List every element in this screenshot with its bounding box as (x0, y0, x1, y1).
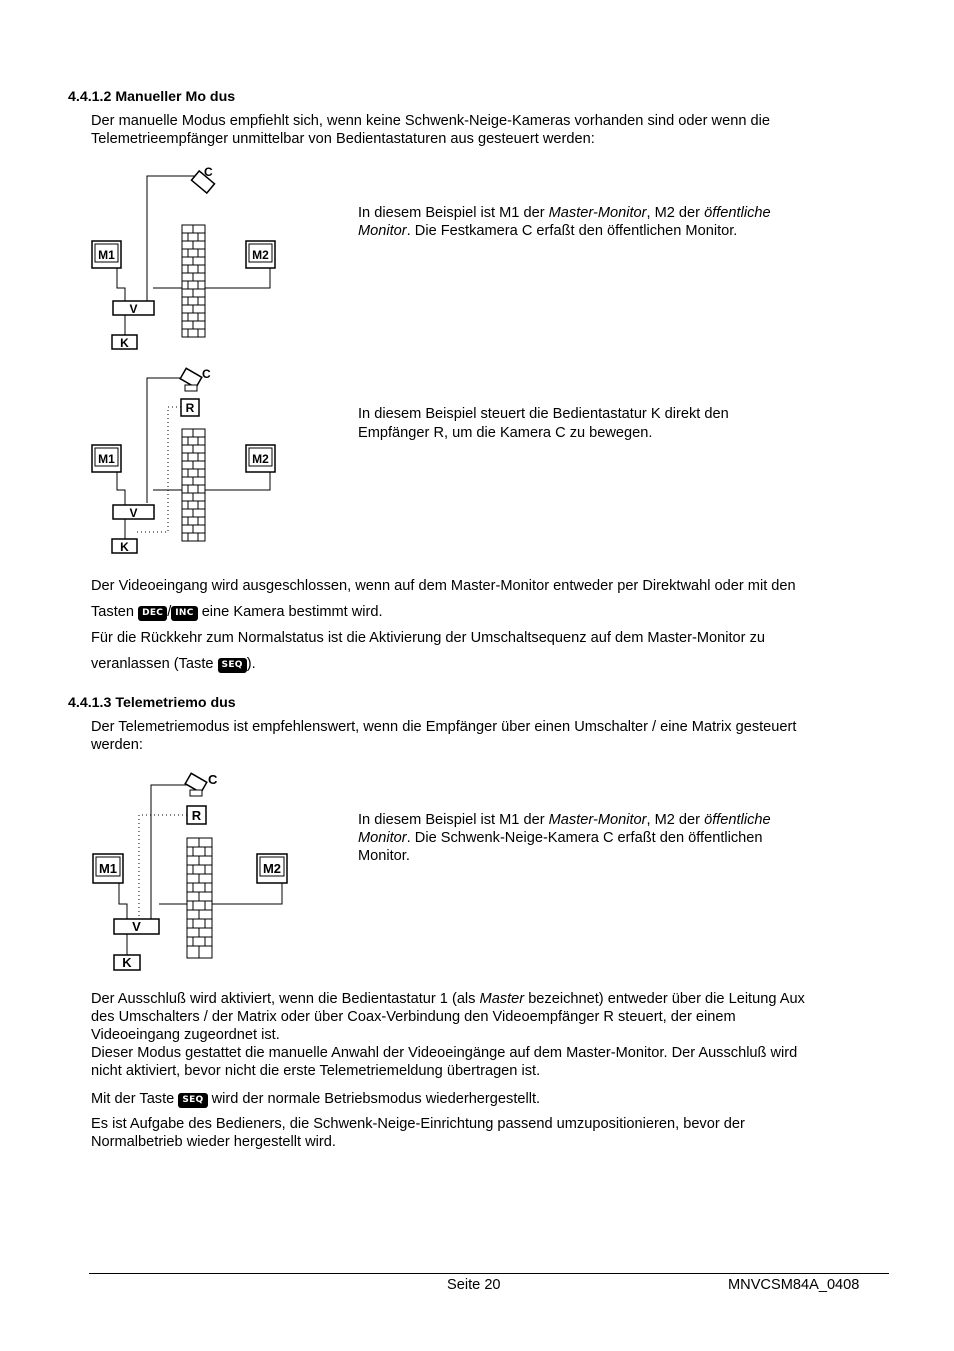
inc-key-icon: INC (171, 606, 197, 621)
manual-mode-intro (91, 112, 770, 148)
camera-c-label: C (202, 367, 211, 381)
monitor-m2-label: M2 (252, 248, 269, 262)
camera-c-label: C (208, 772, 218, 787)
dec-key-icon: DEC (138, 606, 167, 621)
switcher-v-label: V (129, 506, 138, 520)
receiver-r-label: R (185, 401, 195, 415)
diagram-telemetry (85, 768, 305, 978)
manual-mode-paragraph: Der Videoeingang wird ausgeschlossen, wenn auf dem Master-Monitor entweder per Direktwahl oder mit den Tasten DEC / INC eine Kamera bestimmt wird. Für die Rückkehr zum Normalstatus ist die Aktivierung der Umschaltsequenz auf dem Master-Monitor zu veranlassen (Taste SEQ ). (91, 578, 796, 672)
seq-restore-paragraph: Mit der Taste SEQ wird der normale Betriebsmodus wiederhergestellt. (91, 1091, 541, 1107)
section-heading-telemetry-mode: 4.4.1.3 Telemetriemo dus (68, 695, 236, 711)
keyboard-k-label: K (122, 955, 132, 970)
receiver-r-label: R (191, 808, 202, 823)
monitor-m2-label: M2 (262, 861, 282, 876)
section-heading-manual-mode: 4.4.1.2 Manueller Mo dus (68, 89, 236, 105)
switcher-v-label: V (132, 919, 141, 934)
keyboard-k-label: K (120, 336, 129, 350)
camera-c-label: C (204, 165, 213, 179)
monitor-m1-label: M1 (98, 861, 118, 876)
footer-divider (89, 1273, 889, 1274)
monitor-m1-label: M1 (98, 452, 115, 466)
telemetry-mode-intro: Der Telemetriemodus ist empfehlenswert, wenn die Empfänger über einen Umschalter / eine Matrix gesteuert werden: (91, 719, 797, 753)
seq-key-icon: SEQ (218, 658, 247, 673)
footer-document-id: MNVCSM84A_0408 (728, 1277, 860, 1293)
diagram-receiver-direct (85, 362, 295, 557)
operator-note-paragraph: Es ist Aufgabe des Bedieners, die Schwenk-Neige-Einrichtung passend umzupositionieren, bevor der Normalbetrieb wieder hergestellt wird. (91, 1116, 745, 1150)
figure2-caption: In diesem Beispiel steuert die Bedientastatur K direkt den Empfänger R, um die Kamera C zu bewegen. (358, 406, 729, 441)
figure3-caption: In diesem Beispiel ist M1 der Master-Monitor, M2 der öffentliche Monitor. Die Schwenk-Neige-Kamera C erfaßt den öffentlichen Monitor. (358, 812, 771, 864)
figure1-caption: In diesem Beispiel ist M1 der Master-Monitor, M2 der öffentliche Monitor. Die Festkamera C erfaßt den öffentlichen Monitor. (358, 205, 771, 239)
seq-key-icon: SEQ (178, 1093, 207, 1108)
diagram-fixed-camera (85, 160, 295, 355)
telemetry-mode-paragraph: Der Ausschluß wird aktiviert, wenn die Bedientastatur 1 (als Master bezeichnet) entweder über die Leitung Aux des Umschalters / der Matrix oder über Coax-Verbindung den Videoempfänger R steuert, der einem Videoeingang zugeordnet ist. Dieser Modus gestattet die manuelle Anwahl der Videoeingänge auf dem Master-Monitor. Der Ausschluß wird nicht aktiviert, bevor nicht die erste Telemetriemeldung übertragen ist. (91, 991, 805, 1079)
monitor-m2-label: M2 (252, 452, 269, 466)
intro-line: Telemetrieempfänger unmittelbar von Bedientastaturen aus gesteuert werden: (91, 131, 595, 147)
footer-page-number: Seite 20 (447, 1277, 501, 1293)
switcher-v-label: V (129, 302, 138, 316)
monitor-m1-label: M1 (98, 248, 115, 262)
keyboard-k-label: K (120, 540, 129, 554)
intro-line: Der manuelle Modus empfiehlt sich, wenn keine Schwenk-Neige-Kameras vorhanden sind oder wenn die (91, 113, 770, 129)
